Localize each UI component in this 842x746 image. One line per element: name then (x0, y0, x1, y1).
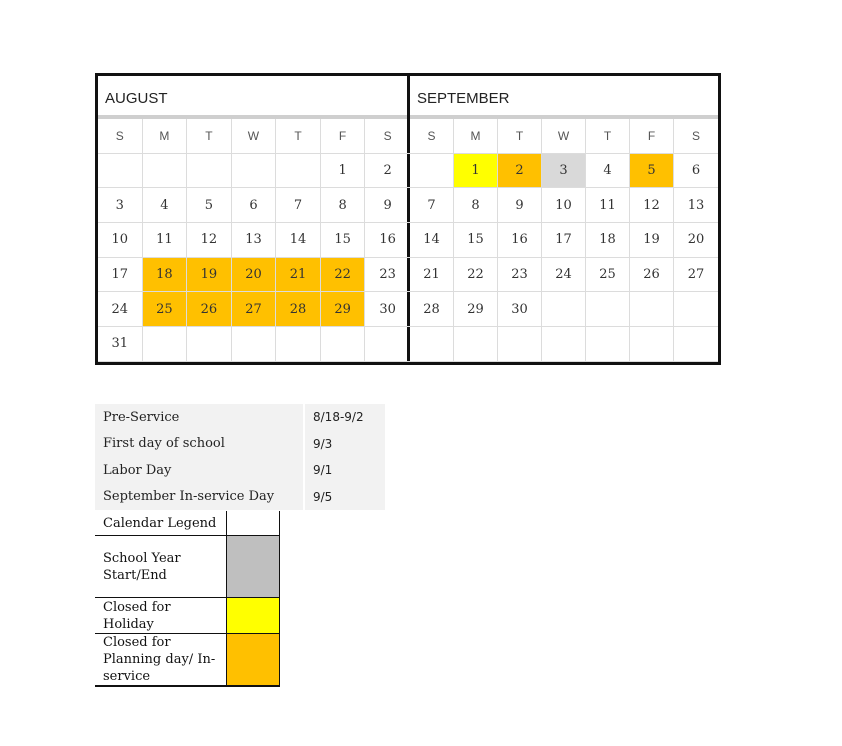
august-day-19: 19 (187, 258, 232, 293)
legend-row-planning (95, 634, 280, 687)
september-day-16: 16 (498, 223, 542, 258)
empty-day-cell (365, 327, 410, 362)
day-of-week-header: T (276, 119, 321, 154)
legend-label-line: Start/End (103, 567, 167, 583)
september-day-22: 22 (454, 258, 498, 293)
august-day-31: 31 (98, 327, 143, 362)
august-day-4: 4 (143, 188, 188, 223)
september-day-12: 12 (630, 188, 674, 223)
event-name: Labor Day (95, 457, 304, 484)
august-day-18: 18 (143, 258, 188, 293)
empty-day-cell (630, 327, 674, 362)
empty-day-cell (630, 292, 674, 327)
september-day-27: 27 (674, 258, 718, 293)
august-day-21: 21 (276, 258, 321, 293)
august-day-6: 6 (232, 188, 277, 223)
september-day-7: 7 (410, 188, 454, 223)
september-day-23: 23 (498, 258, 542, 293)
empty-day-cell (143, 327, 188, 362)
september-day-4: 4 (586, 154, 630, 189)
august-day-9: 9 (365, 188, 410, 223)
month-august (98, 76, 410, 362)
september-day-25: 25 (586, 258, 630, 293)
empty-day-cell (98, 154, 143, 189)
august-day-3: 3 (98, 188, 143, 223)
legend-swatch-gray (227, 536, 280, 598)
september-day-2: 2 (498, 154, 542, 189)
empty-day-cell (143, 154, 188, 189)
august-day-23: 23 (365, 258, 410, 293)
empty-day-cell (586, 292, 630, 327)
empty-day-cell (232, 154, 277, 189)
august-day-14: 14 (276, 223, 321, 258)
day-of-week-header: M (454, 119, 498, 154)
legend-label-line: Closed for (103, 599, 171, 615)
august-day-13: 13 (232, 223, 277, 258)
month-title-august: AUGUST (98, 76, 407, 119)
empty-day-cell (542, 327, 586, 362)
legend-title-spacer (227, 511, 280, 536)
empty-day-cell (674, 292, 718, 327)
event-row (95, 457, 385, 484)
legend-label-school-year (95, 536, 227, 598)
legend-label-line: School Year (103, 550, 181, 566)
day-of-week-header: F (630, 119, 674, 154)
august-day-11: 11 (143, 223, 188, 258)
event-name: First day of school (95, 431, 304, 458)
empty-day-cell (276, 327, 321, 362)
legend-title-row (95, 511, 280, 536)
empty-day-cell (674, 327, 718, 362)
event-date: 9/5 (304, 484, 385, 511)
september-day-24: 24 (542, 258, 586, 293)
empty-day-cell (321, 327, 366, 362)
day-of-week-header: T (498, 119, 542, 154)
september-day-20: 20 (674, 223, 718, 258)
september-day-13: 13 (674, 188, 718, 223)
empty-day-cell (187, 154, 232, 189)
school-calendar (95, 73, 721, 365)
september-day-17: 17 (542, 223, 586, 258)
august-day-27: 27 (232, 292, 277, 327)
event-date: 8/18-9/2 (304, 404, 385, 431)
empty-day-cell (276, 154, 321, 189)
september-day-11: 11 (586, 188, 630, 223)
august-day-7: 7 (276, 188, 321, 223)
september-day-8: 8 (454, 188, 498, 223)
empty-day-cell (498, 327, 542, 362)
day-of-week-header: W (232, 119, 277, 154)
empty-day-cell (410, 327, 454, 362)
legend-label-line: Holiday (103, 616, 154, 632)
august-day-28: 28 (276, 292, 321, 327)
empty-day-cell (187, 327, 232, 362)
legend-label-line: service (103, 669, 151, 684)
september-day-6: 6 (674, 154, 718, 189)
event-name: September In-service Day (95, 484, 304, 511)
event-date: 9/3 (304, 431, 385, 458)
legend-label-line: Planning day/ In- (103, 652, 216, 667)
august-day-15: 15 (321, 223, 366, 258)
event-row (95, 484, 385, 511)
august-day-10: 10 (98, 223, 143, 258)
august-day-26: 26 (187, 292, 232, 327)
september-day-9: 9 (498, 188, 542, 223)
september-day-28: 28 (410, 292, 454, 327)
september-day-30: 30 (498, 292, 542, 327)
day-of-week-header: S (410, 119, 454, 154)
august-day-29: 29 (321, 292, 366, 327)
legend-row-holiday (95, 598, 280, 634)
august-day-20: 20 (232, 258, 277, 293)
august-grid (98, 119, 407, 362)
september-day-14: 14 (410, 223, 454, 258)
september-day-29: 29 (454, 292, 498, 327)
legend-label-planning (95, 634, 227, 687)
august-day-25: 25 (143, 292, 188, 327)
legend-title: Calendar Legend (95, 511, 227, 536)
september-day-15: 15 (454, 223, 498, 258)
empty-day-cell (542, 292, 586, 327)
september-day-3: 3 (542, 154, 586, 189)
august-day-22: 22 (321, 258, 366, 293)
september-day-1: 1 (454, 154, 498, 189)
day-of-week-header: T (586, 119, 630, 154)
day-of-week-header: T (187, 119, 232, 154)
event-name: Pre-Service (95, 404, 304, 431)
empty-day-cell (586, 327, 630, 362)
month-september (410, 76, 718, 362)
day-of-week-header: S (365, 119, 410, 154)
empty-day-cell (454, 327, 498, 362)
august-day-17: 17 (98, 258, 143, 293)
august-day-30: 30 (365, 292, 410, 327)
day-of-week-header: W (542, 119, 586, 154)
august-day-24: 24 (98, 292, 143, 327)
august-day-1: 1 (321, 154, 366, 189)
september-day-21: 21 (410, 258, 454, 293)
september-day-19: 19 (630, 223, 674, 258)
september-day-26: 26 (630, 258, 674, 293)
legend-label-holiday (95, 598, 227, 634)
day-of-week-header: F (321, 119, 366, 154)
august-day-12: 12 (187, 223, 232, 258)
calendar-legend (95, 511, 280, 687)
august-day-8: 8 (321, 188, 366, 223)
legend-swatch-orange (227, 634, 280, 687)
august-day-2: 2 (365, 154, 410, 189)
legend-swatch-yellow (227, 598, 280, 634)
legend-label-line: Closed for (103, 635, 171, 650)
event-row (95, 431, 385, 458)
september-day-10: 10 (542, 188, 586, 223)
august-day-5: 5 (187, 188, 232, 223)
day-of-week-header: S (98, 119, 143, 154)
september-day-5: 5 (630, 154, 674, 189)
september-day-18: 18 (586, 223, 630, 258)
empty-day-cell (232, 327, 277, 362)
day-of-week-header: S (674, 119, 718, 154)
legend-row-school-year (95, 536, 280, 598)
day-of-week-header: M (143, 119, 188, 154)
august-day-16: 16 (365, 223, 410, 258)
empty-day-cell (410, 154, 454, 189)
september-grid (410, 119, 718, 362)
events-table (95, 404, 385, 510)
event-date: 9/1 (304, 457, 385, 484)
event-row (95, 404, 385, 431)
month-title-september: SEPTEMBER (410, 76, 718, 119)
